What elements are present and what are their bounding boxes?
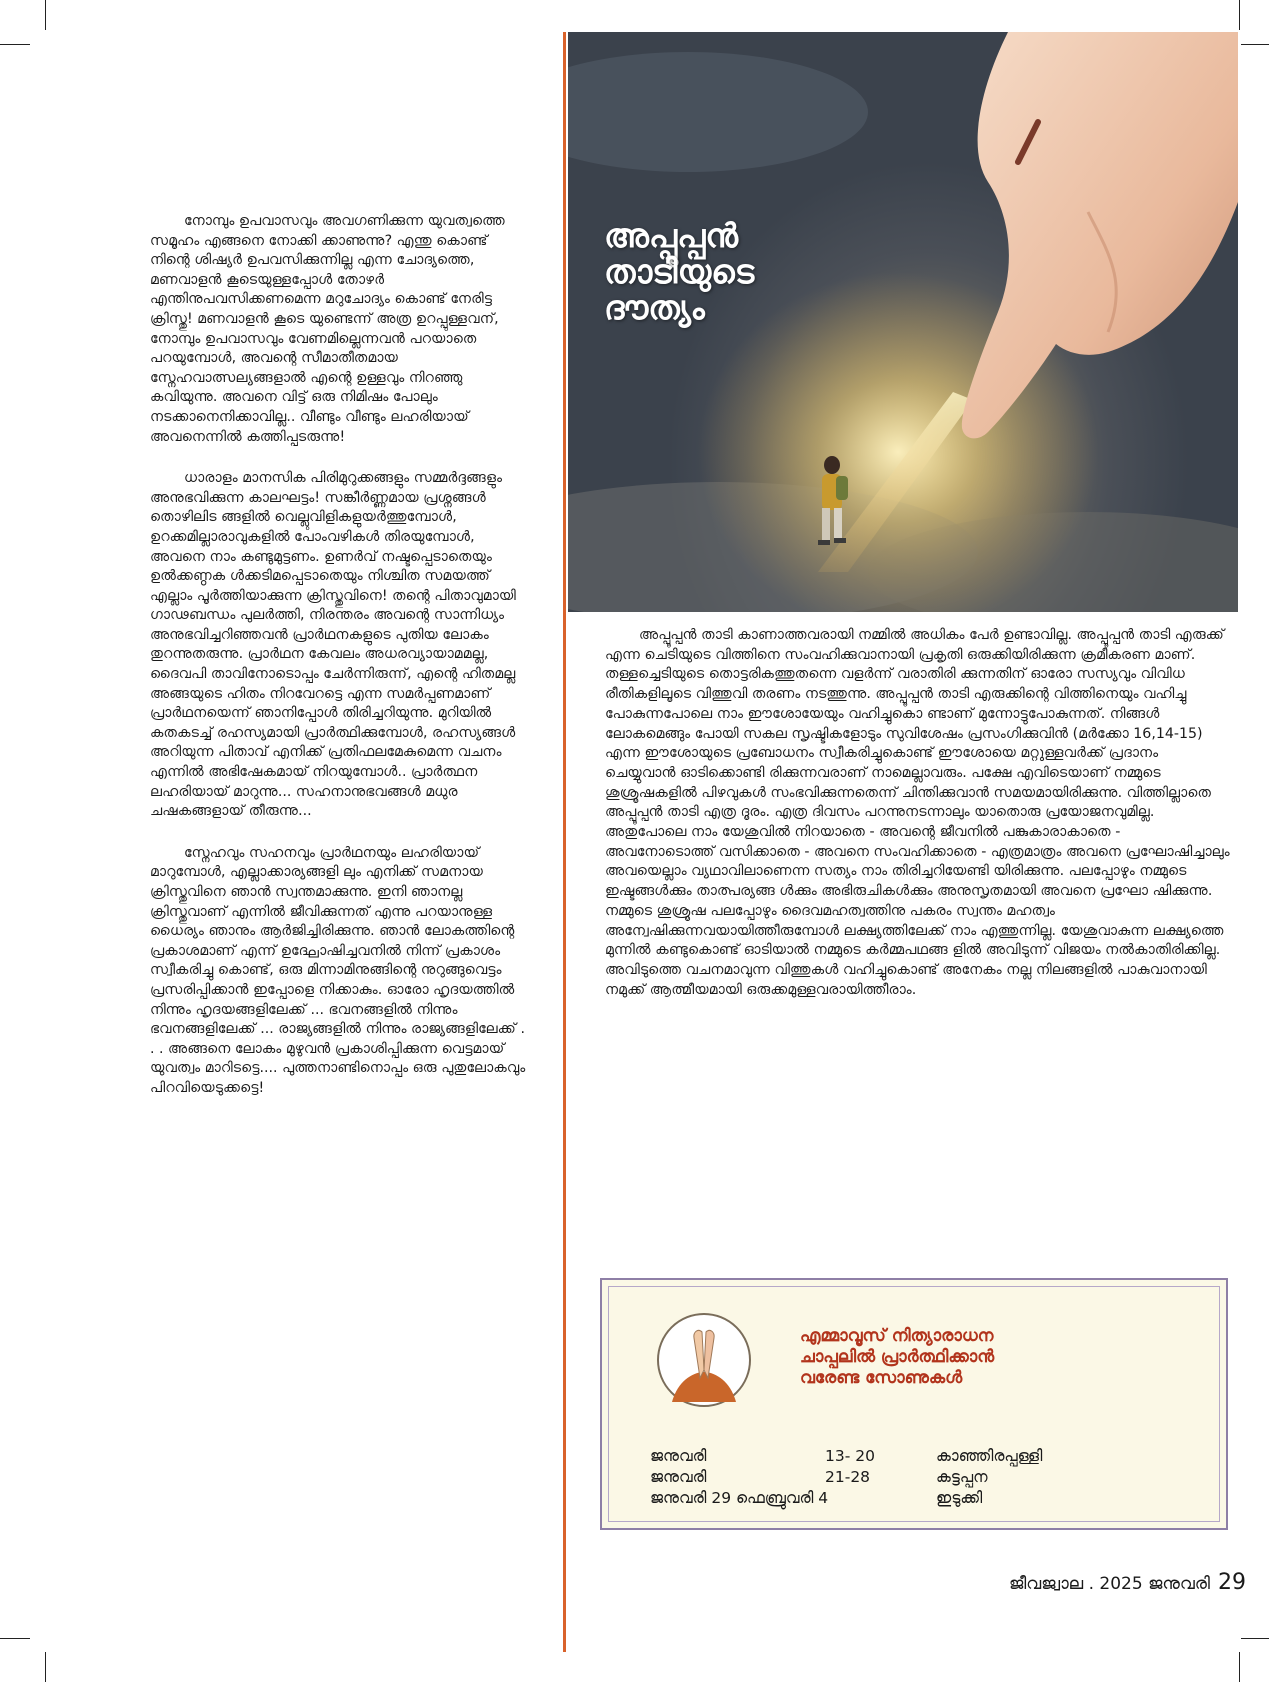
crop-mark [0,44,30,45]
article-title [604,218,754,326]
schedule-row [650,1446,1210,1467]
schedule-row [650,1467,1210,1488]
article-title-line: താടിയുടെ [604,252,755,291]
info-box-title-line: എമ്മാവൂസ് നിത്യാരാധന [800,1326,994,1346]
left-paragraph: ധാരാളം മാനസിക പിരിമുറുക്കങ്ങളും സമ്മർദ്ദങ്ങളും അനുഭവിക്കുന്ന കാലഘട്ടം! സങ്കീർണ്ണമായ പ്രശ്നങ്ങൾ തൊഴിലിട ങ്ങളിൽ വെല്ലുവിളികളുയർത്തുമ്പോൾ, ഉറക്കമില്ലാരാവുകളിൽ പോംവഴികൾ തിരയുമ്പോൾ, അവനെ നാം കണ്ടുമുട്ടണം. ഉണർവ് നഷ്ടപ്പെടാതെയും ഉൽക്കണ്ഠക ൾക്കടിമപ്പെടാതെയും നിശ്ചിത സമയത്ത് എല്ലാം പൂർത്തിയാക്കുന്ന ക്രിസ്തുവിനെ! തന്റെ പിതാവുമായി ഗാഢബന്ധം പുലർത്തി, നിരന്തരം അവന്റെ സാന്നിധ്യം അനുഭവിച്ചറിഞ്ഞവൻ പ്രാർഥനകളുടെ പുതിയ ലോകം തുറന്നുതരുന്നു. പ്രാർഥന കേവലം അധരവ്യായാമമല്ല, ദൈവപി താവിനോടൊപ്പം ചേർന്നിരുന്ന്, എന്റെ ഹിതമല്ല അങ്ങയുടെ ഹിതം നിറവേറട്ടെ എന്ന സമർപ്പണമാണ് പ്രാർഥനയെന്ന് ഞാനിപ്പോൾ തിരിച്ചറിയുന്നു. മുറിയിൽ കതകടച്ച് രഹസ്യമായി പ്രാർത്ഥിക്കുമ്പോൾ, രഹസ്യങ്ങൾ അറിയുന്ന പിതാവ് എനിക്ക് പ്രതിഫലമേകുമെന്ന വചനം എന്നിൽ അഭിഷേകമായ് നിറയുമ്പോൾ.. പ്രാർത്ഥന ലഹരിയായ് മാറുന്നു... സഹനാനുഭവങ്ങൾ മധുര ചഷകങ്ങളായ് തീരുന്നു... [150,470,516,820]
right-column [605,626,1233,1000]
schedule-zone: ഇടുക്കി [936,1489,983,1507]
schedule-dates: 21-28 [825,1468,871,1486]
crop-mark [45,0,46,30]
schedule-zone: കാഞ്ഞിരപ്പള്ളി [936,1447,1043,1465]
crop-mark [1241,1638,1269,1639]
praying-hands-icon [654,1310,754,1410]
right-paragraph: അപ്പൂപ്പൻ താടി കാണാത്തവരായി നമ്മിൽ അധികം പേർ ഉണ്ടാവില്ല. അപ്പൂപ്പൻ താടി എരുക്ക് എന്ന ചെടിയുടെ വിത്തിനെ സംവഹിക്കുവാനായി പ്രകൃതി ഒരുക്കിയിരിക്കുന്ന ക്രമീകരണ മാണ്. തള്ളച്ചെടിയുടെ തൊട്ടരികത്തുതന്നെ വളർന്ന് വരാതിരി ക്കുന്നതിന് ഓരോ സസ്യവും വിവിധ രീതികളിലൂടെ വിത്തുവി തരണം നടത്തുന്നു. അപ്പൂപ്പൻ താടി എരുക്കിന്റെ വിത്തിനെയും വഹിച്ചു പോകുന്നപോലെ നാം ഈശോയേയും വഹിച്ചുകൊ ണ്ടാണ് മുന്നോട്ടുപോകുന്നത്. നിങ്ങൾ ലോകമെങ്ങും പോയി സകല സൃഷ്ടികളോടും സുവിശേഷം പ്രസംഗിക്കുവിൻ (മർക്കോ 16,14-15) എന്ന ഈശോയുടെ പ്രബോധനം സ്വീകരിച്ചുകൊണ്ട് ഈശോയെ മറ്റുള്ളവർക്ക് പ്രദാനം ചെയ്യുവാൻ ഓടിക്കൊണ്ടി രിക്കുന്നവരാണ് നാമെല്ലാവരും. പക്ഷേ എവിടെയാണ് നമ്മുടെ ശുശ്രൂഷകളിൽ പിഴവുകൾ സംഭവിക്കുന്നതെന്ന് ചിന്തിക്കുവാൻ സമയമായിരിക്കുന്നു. വിത്തില്ലാതെ അപ്പൂപ്പൻ താടി എത്ര ദൂരം. എത്ര ദിവസം പറന്നുനടന്നാലും യാതൊരു പ്രയോജനവുമില്ല. അതുപോലെ നാം യേശുവിൽ നിറയാതെ - അവന്റെ ജീവനിൽ പങ്കുകാരാകാതെ - അവനോടൊത്ത് വസിക്കാതെ - അവനെ സംവഹിക്കാതെ - എത്രമാത്രം അവനെ പ്രഘോഷിച്ചാലും അവയെല്ലാം വ്യഥാവിലാണെന്ന സത്യം നാം തിരിച്ചറിയേണ്ടി യിരിക്കുന്നു. പലപ്പോഴും നമ്മുടെ ഇഷ്ടങ്ങൾക്കും താത്പര്യങ്ങ ൾക്കും അഭിരുചികൾക്കും അനുസൃതമായി അവനെ പ്രഘോ ഷിക്കുന്നു. നമ്മുടെ ശുശ്രൂഷ പലപ്പോഴും ദൈവമഹത്വത്തിനു പകരം സ്വന്തം മഹത്വം അന്വേഷിക്കുന്നവയായിത്തീരുമ്പോൾ ലക്ഷ്യത്തിലേക്ക് നാം എത്തുന്നില്ല. യേശുവാകുന്ന ലക്ഷ്യത്തെ മുന്നിൽ കണ്ടുകൊണ്ട് ഓടിയാൽ നമ്മുടെ കർമ്മപഥങ്ങ ളിൽ അവിടുന്ന് വിജയം നൽകാതിരിക്കില്ല. അവിടുത്തെ വചനമാവുന്ന വിത്തുകൾ വഹിച്ചുകൊണ്ട് അനേകം നല്ല നിലങ്ങളിൽ പാകുവാനായി നമുക്ക് ആത്മീയമായി ഒരുക്കമുള്ളവരായിത്തീരാം. [605,627,1230,998]
publication-name: ജീവജ്വാല . 2025 ജനുവരി [1009,1574,1210,1594]
schedule-month: ജനുവരി [650,1447,707,1465]
info-box-title-line: വരേണ്ട സോണുകൾ [800,1368,963,1388]
info-box [600,1278,1228,1530]
schedule-month: ജനുവരി [650,1468,707,1486]
info-box-title-line: ചാപ്പലിൽ പ്രാർത്ഥിക്കാൻ [800,1347,995,1367]
left-paragraph: നോമ്പും ഉപവാസവും അവഗണിക്കുന്ന യുവത്വത്തെ സമൂഹം എങ്ങനെ നോക്കി ക്കാണുന്നു? എന്തു കൊണ്ട് നിന്റെ ശിഷ്യർ ഉപവസിക്കുന്നില്ല എന്ന ചോദ്യത്തെ, മണവാളൻ കൂടെയുള്ളപ്പോൾ തോഴർ എന്തിനുപവസിക്കണമെന്ന മറുചോദ്യം കൊണ്ട് നേരിട്ട ക്രിസ്തു! മണവാളൻ കൂടെ യുണ്ടെന്ന് അത്ര ഉറപ്പുള്ളവന്, നോമ്പും ഉപവാസവും വേണമില്ലെന്നവൻ പറയാതെ പറയുമ്പോൾ, അവന്റെ സീമാതീതമായ സ്നേഹവാത്സല്യങ്ങളാൽ എന്റെ ഉള്ളവും നിറഞ്ഞു കവിയുന്നു. അവനെ വിട്ട് ഒരു നിമിഷം പോലും നടക്കാനെനിക്കാവില്ല.. വീണ്ടും വീണ്ടും ലഹരിയായ് അവനെന്നിൽ കത്തിപ്പടരുന്നു! [150,213,505,445]
schedule-month: ജനുവരി 29 ഫെബ്രുവരി 4 [650,1489,829,1507]
crop-mark [1239,1652,1240,1682]
left-column [150,212,528,1121]
column-divider [563,32,566,1652]
schedule-dates: 13- 20 [825,1447,875,1465]
hero-image [568,32,1238,612]
crop-mark [45,1652,46,1682]
left-paragraph: സ്നേഹവും സഹനവും പ്രാർഥനയും ലഹരിയായ് മാറുമ്പോൾ, എല്ലാക്കാര്യങ്ങളി ലും എനിക്ക് സമനായ ക്രിസ്തുവിനെ ഞാൻ സ്വന്തമാക്കുന്നു. ഇനി ഞാനല്ല ക്രിസ്തുവാണ് എന്നിൽ ജീവിക്കുന്നത് എന്നു പറയാനുള്ള ധൈര്യം ഞാനും ആർജിച്ചിരിക്കുന്നു. ഞാൻ ലോകത്തിന്റെ പ്രകാശമാണ് എന്ന് ഉദ്ഘോഷിച്ചവനിൽ നിന്ന് പ്രകാശം സ്വീകരിച്ചു കൊണ്ട്, ഒരു മിന്നാമിനുങ്ങിന്റെ നുറുങ്ങുവെട്ടം പ്രസരിപ്പിക്കാൻ ഇപ്പോളെ നിക്കാകും. ഓരോ ഹൃദയത്തിൽ നിന്നും ഹൃദയങ്ങളിലേക്ക് ... ഭവനങ്ങളിൽ നിന്നും ഭവനങ്ങളിലേക്ക് ... രാജ്യങ്ങളിൽ നിന്നും രാജ്യങ്ങളിലേക്ക് . . . അങ്ങനെ ലോകം മുഴുവൻ പ്രകാശിപ്പിക്കുന്ന വെട്ടമായ് യുവത്വം മാറിടട്ടെ.... പുത്തനാണ്ടിനൊപ്പം ഒരു പുതുലോകവും പിറവിയെടുക്കട്ടെ! [150,844,526,1096]
article-title-line: ദൗത്യം [604,288,705,327]
article-title-line: അപ്പൂപ്പൻ [604,216,739,255]
schedule-zone: കട്ടപ്പന [936,1468,988,1486]
crop-mark [0,1638,30,1639]
page-number: 29 [1217,1570,1246,1595]
schedule-table [650,1446,1210,1509]
crop-mark [1241,44,1269,45]
info-box-title [800,1326,994,1389]
schedule-row [650,1488,1210,1509]
page-footer [1009,1570,1246,1595]
crop-mark [1239,0,1240,30]
